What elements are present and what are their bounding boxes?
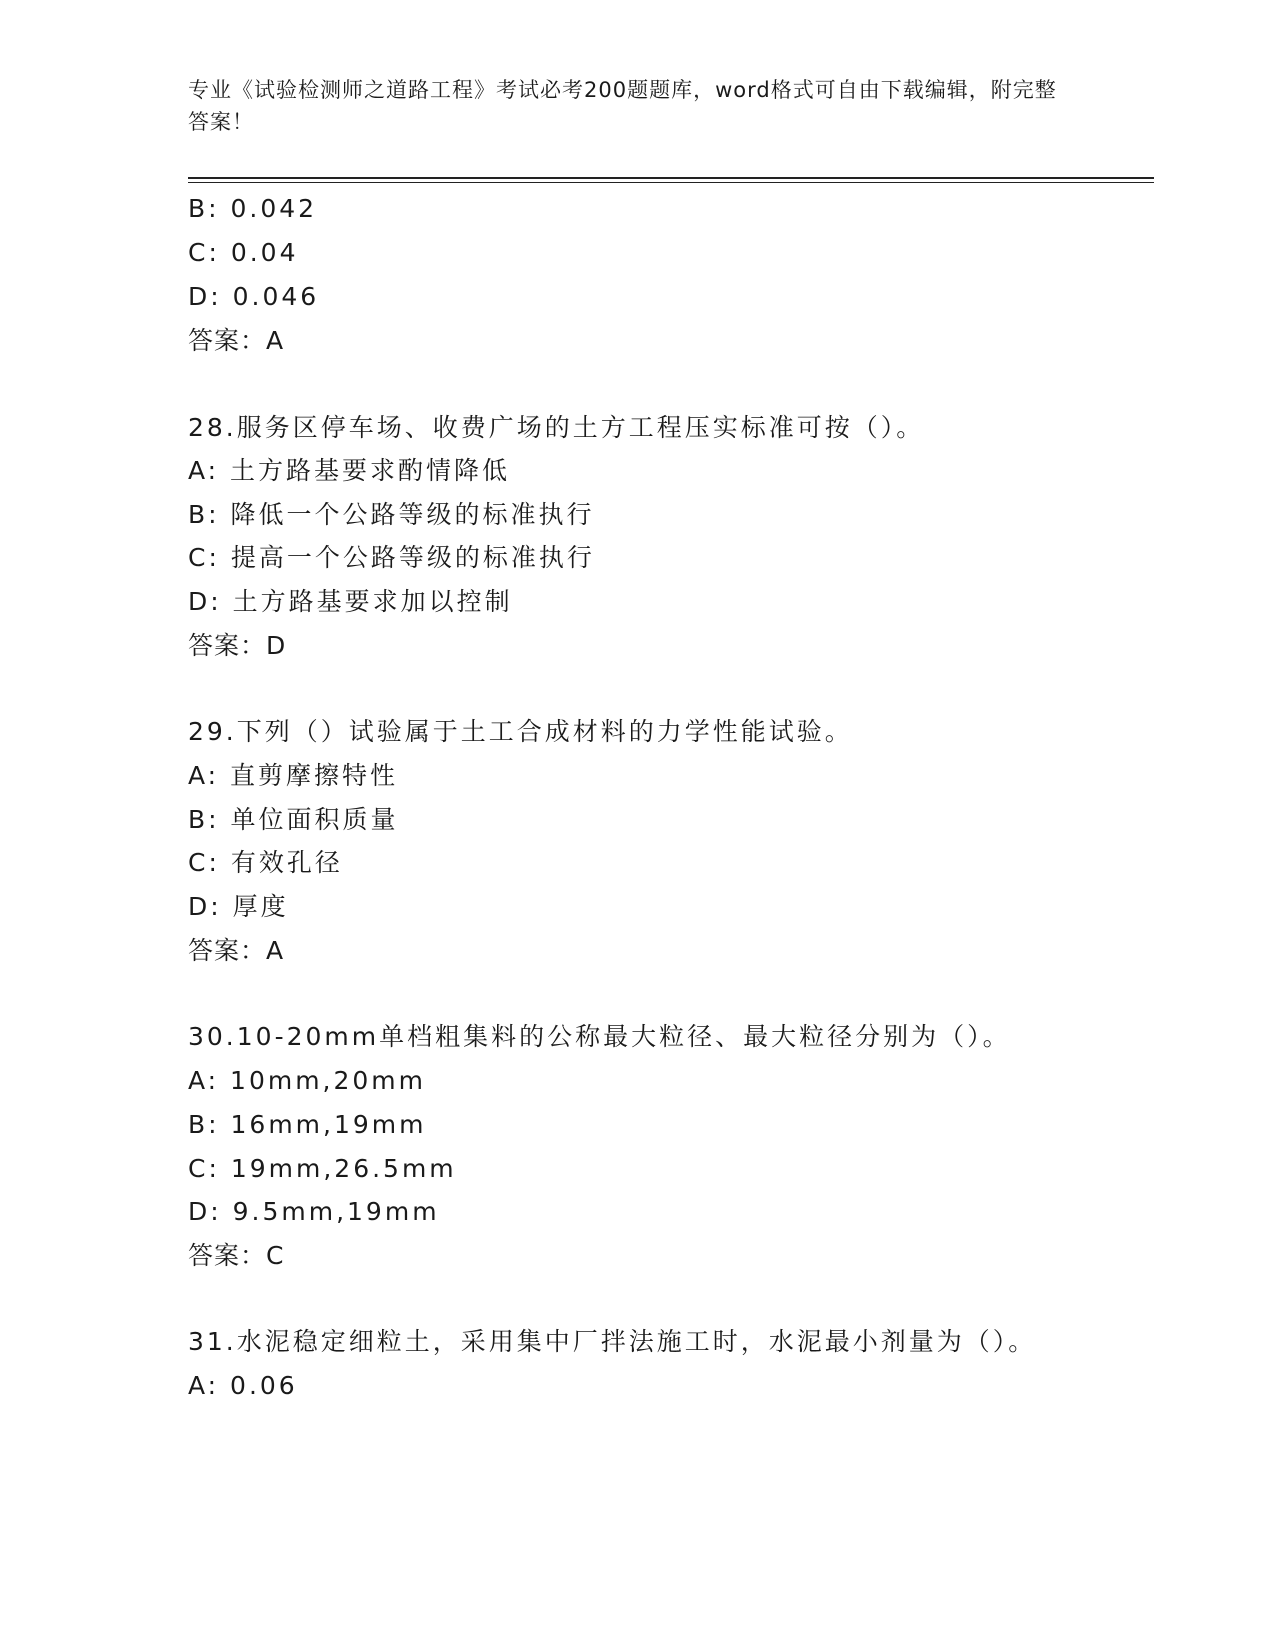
option-d: D: 9.5mm,19mm	[188, 1197, 440, 1226]
option-b: B: 0.042	[188, 194, 318, 223]
option-b: B: 单位面积质量	[188, 805, 399, 834]
option-d: D: 土方路基要求加以控制	[188, 587, 513, 616]
option-b: B: 降低一个公路等级的标准执行	[188, 500, 595, 529]
option-d: D: 0.046	[188, 282, 320, 311]
option-c: C: 有效孔径	[188, 848, 343, 877]
answer-line: 答案：A	[188, 326, 285, 355]
answer-line: 答案：C	[188, 1241, 285, 1270]
option-d: D: 厚度	[188, 892, 289, 921]
option-b: B: 16mm,19mm	[188, 1110, 427, 1139]
option-c: C: 0.04	[188, 238, 299, 267]
question-stem: 30.10-20mm单档粗集料的公称最大粒径、最大粒径分别为（）。	[188, 1022, 1011, 1051]
answer-line: 答案：A	[188, 936, 285, 965]
option-c: C: 19mm,26.5mm	[188, 1154, 457, 1183]
option-a: A: 10mm,20mm	[188, 1066, 427, 1095]
header-divider-thin	[188, 182, 1154, 183]
question-stem: 31.水泥稳定细粒土，采用集中厂拌法施工时，水泥最小剂量为（）。	[188, 1327, 1037, 1356]
document-header: 专业《试验检测师之道路工程》考试必考200题题库，word格式可自由下载编辑，附完整答案！	[188, 78, 1057, 134]
option-a: A: 直剪摩擦特性	[188, 761, 399, 790]
header-divider	[188, 177, 1154, 179]
option-c: C: 提高一个公路等级的标准执行	[188, 543, 595, 572]
option-a: A: 土方路基要求酌情降低	[188, 456, 511, 485]
answer-line: 答案：D	[188, 631, 287, 660]
question-stem: 29.下列（）试验属于土工合成材料的力学性能试验。	[188, 717, 853, 746]
option-a: A: 0.06	[188, 1371, 298, 1400]
question-stem: 28.服务区停车场、收费广场的土方工程压实标准可按（）。	[188, 413, 925, 442]
